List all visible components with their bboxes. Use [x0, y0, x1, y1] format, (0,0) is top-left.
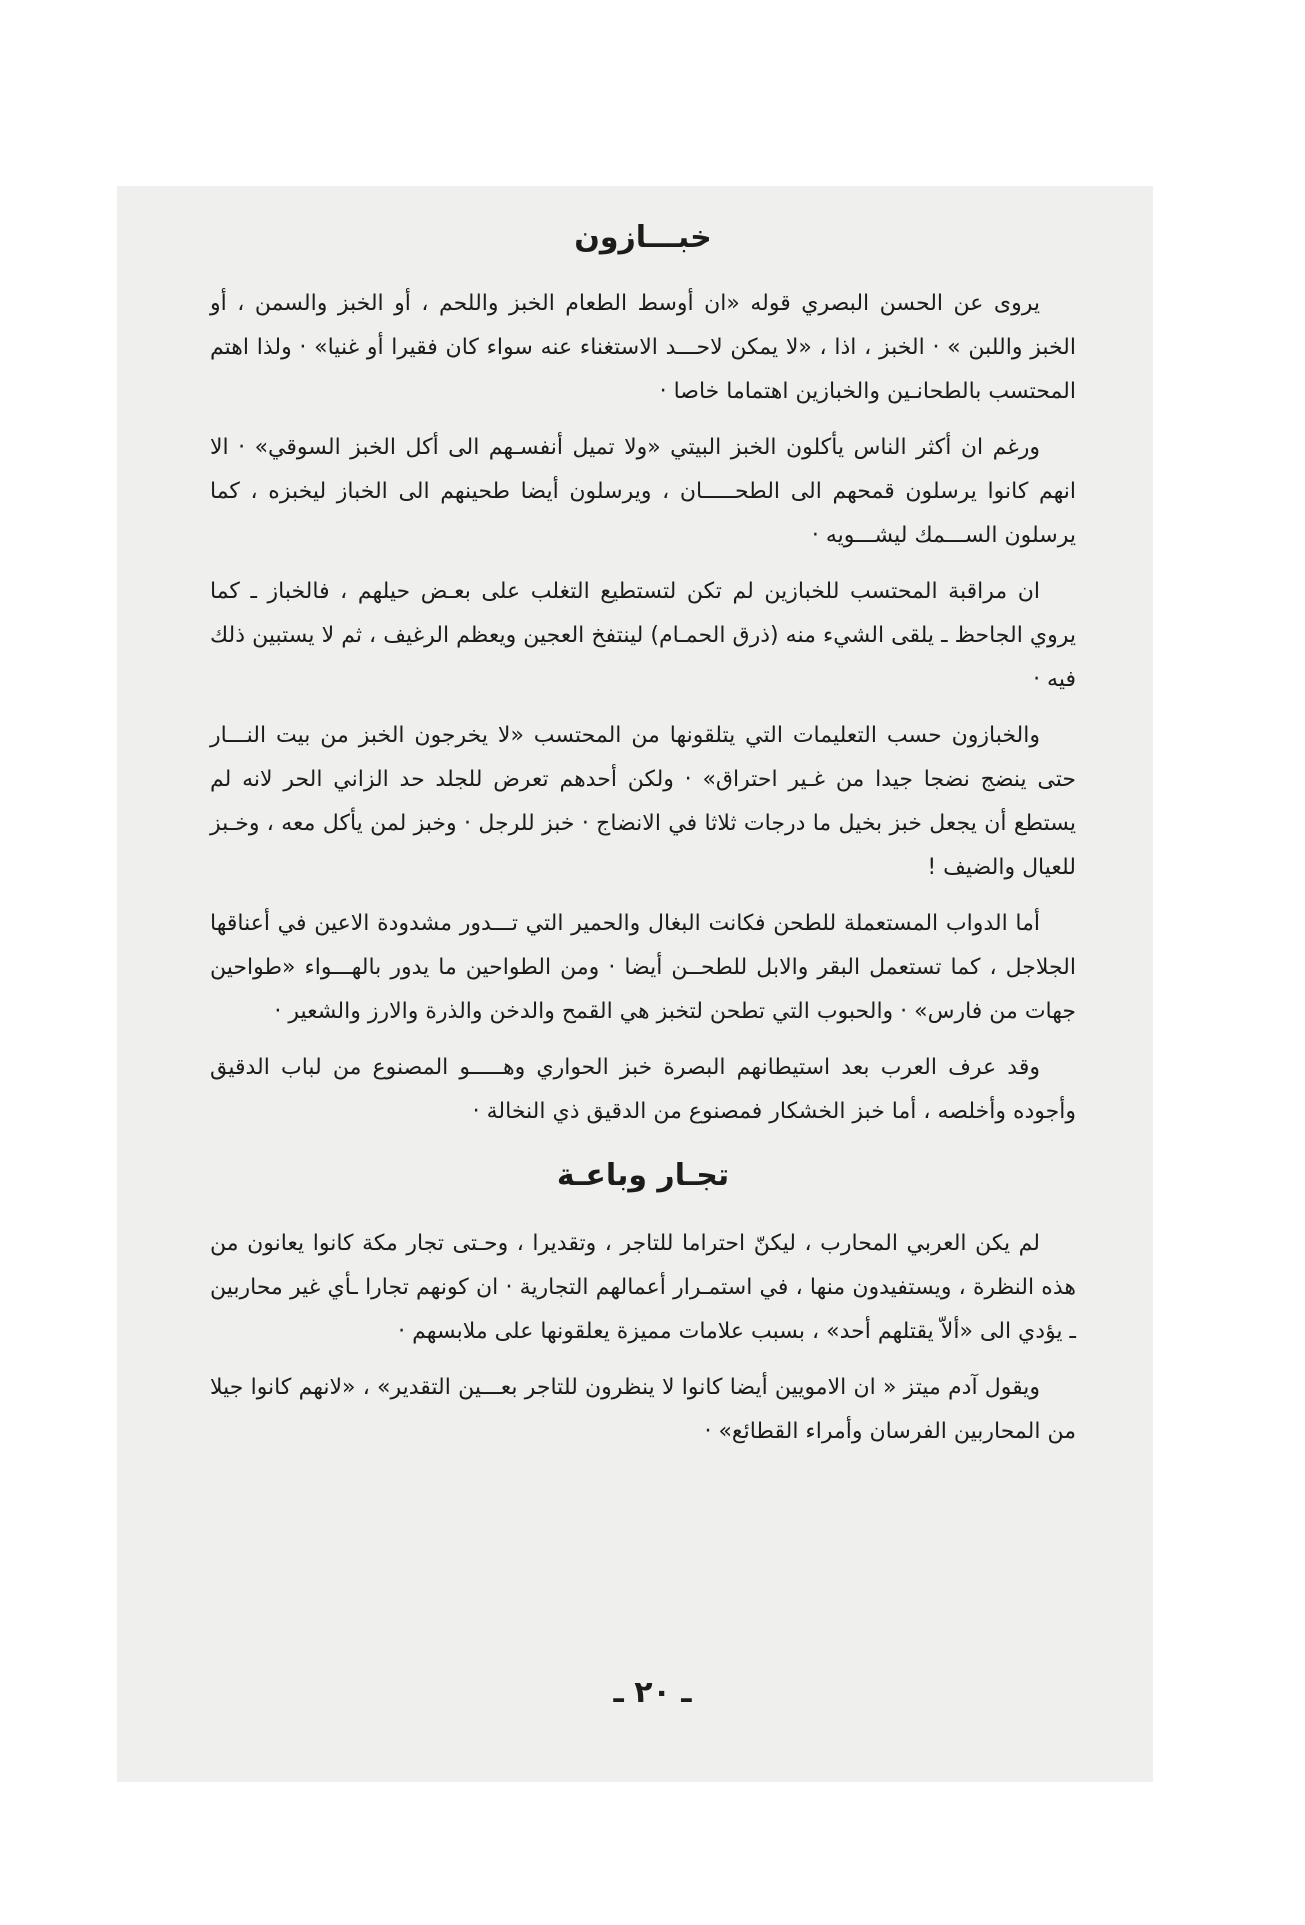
paragraph: ويقول آدم ميتز « ان الامويين أيضا كانوا لا ينظرون للتاجر بعـــين التقدير» ، «لانهم كانوا جيلا من المحاربين الفرسان وأمراء القطائع» ·	[210, 1375, 1076, 1444]
paragraph: يروى عن الحسن البصري قوله «ان أوسط الطعام الخبز واللحم ، أو الخبز والسمن ، أو الخبز واللبن » · الخبز ، اذا ، «لا يمكن لاحـــد الاستغناء عنه سواء كان فقيرا أو غنيا» · ولذا اهتم المحتسب بالطحانـين والخبازين اهتماما خاصا ·	[210, 291, 1076, 404]
paragraph: أما الدواب المستعملة للطحن فكانت البغال والحمير التي تـــدور مشدودة الاعين في أعناقها الجلاجل ، كما تستعمل البقر والابل للطحــن أيضا · ومن الطواحين ما يدور بالهـــواء «طواحين جهات من فارس» · والحبوب التي تطحن لتخبز هي القمح والدخن والذرة والارز والشعير ·	[210, 911, 1076, 1024]
page-number: ـ ٢٠ ـ	[613, 1675, 692, 1710]
paragraph: ورغم ان أكثر الناس يأكلون الخبز البيتي «ولا تميل أنفسـهم الى أكل الخبز السوقي» · الا انهم كانوا يرسلون قمحهم الى الطحـــــان ، ويرسلون أيضا طحينهم الى الخباز ليخبزه ، كما يرسلون الســـمك ليشـــويه ·	[210, 435, 1076, 548]
section-title-merchants: تجـار وباعـة	[556, 1158, 730, 1193]
section-title-bakers: خبـــازون	[574, 220, 712, 255]
section-body-merchants	[210, 1222, 1076, 1454]
paragraph: والخبازون حسب التعليمات التي يتلقونها من المحتسب «لا يخرجون الخبز من بيت النـــار حتى ينضج نضجا جيدا من غـير احتراق» · ولكن أحدهم تعرض للجلد حد الزاني الحر لانه لم يستطع أن يجعل خبز بخيل ما درجات ثلاثا في الانضاج · خبز للرجل · وخبز لمن يأكل معه ، وخـبز للعيال والضيف !	[210, 723, 1076, 880]
paragraph: لم يكن العربي المحارب ، ليكنّ احتراما للتاجر ، وتقديرا ، وحـتى تجار مكة كانوا يعانون من هذه النظرة ، ويستفيدون منها ، في استمـرار أعمالهم التجارية · ان كونهم تجارا ـأي غير محاربين ـ يؤدي الى «ألاّ يقتلهم أحد» ، بسبب علامات مميزة يعلقونها على ملابسهم ·	[210, 1231, 1076, 1344]
paragraph: ان مراقبة المحتسب للخبازين لم تكن لتستطيع التغلب على بعـض حيلهم ، فالخباز ـ كما يروي الجاحظ ـ يلقى الشيء منه (ذرق الحمـام) لينتفخ العجين ويعظم الرغيف ، ثم لا يستبين ذلك فيه ·	[210, 579, 1076, 692]
paragraph: وقد عرف العرب بعد استيطانهم البصرة خبز الحواري وهـــــو المصنوع من لباب الدقيق وأجوده وأخلصه ، أما خبز الخشكار فمصنوع من الدقيق ذي النخالة ·	[210, 1055, 1076, 1124]
document-page	[210, 212, 1076, 1466]
section-body-bakers	[210, 282, 1076, 1134]
